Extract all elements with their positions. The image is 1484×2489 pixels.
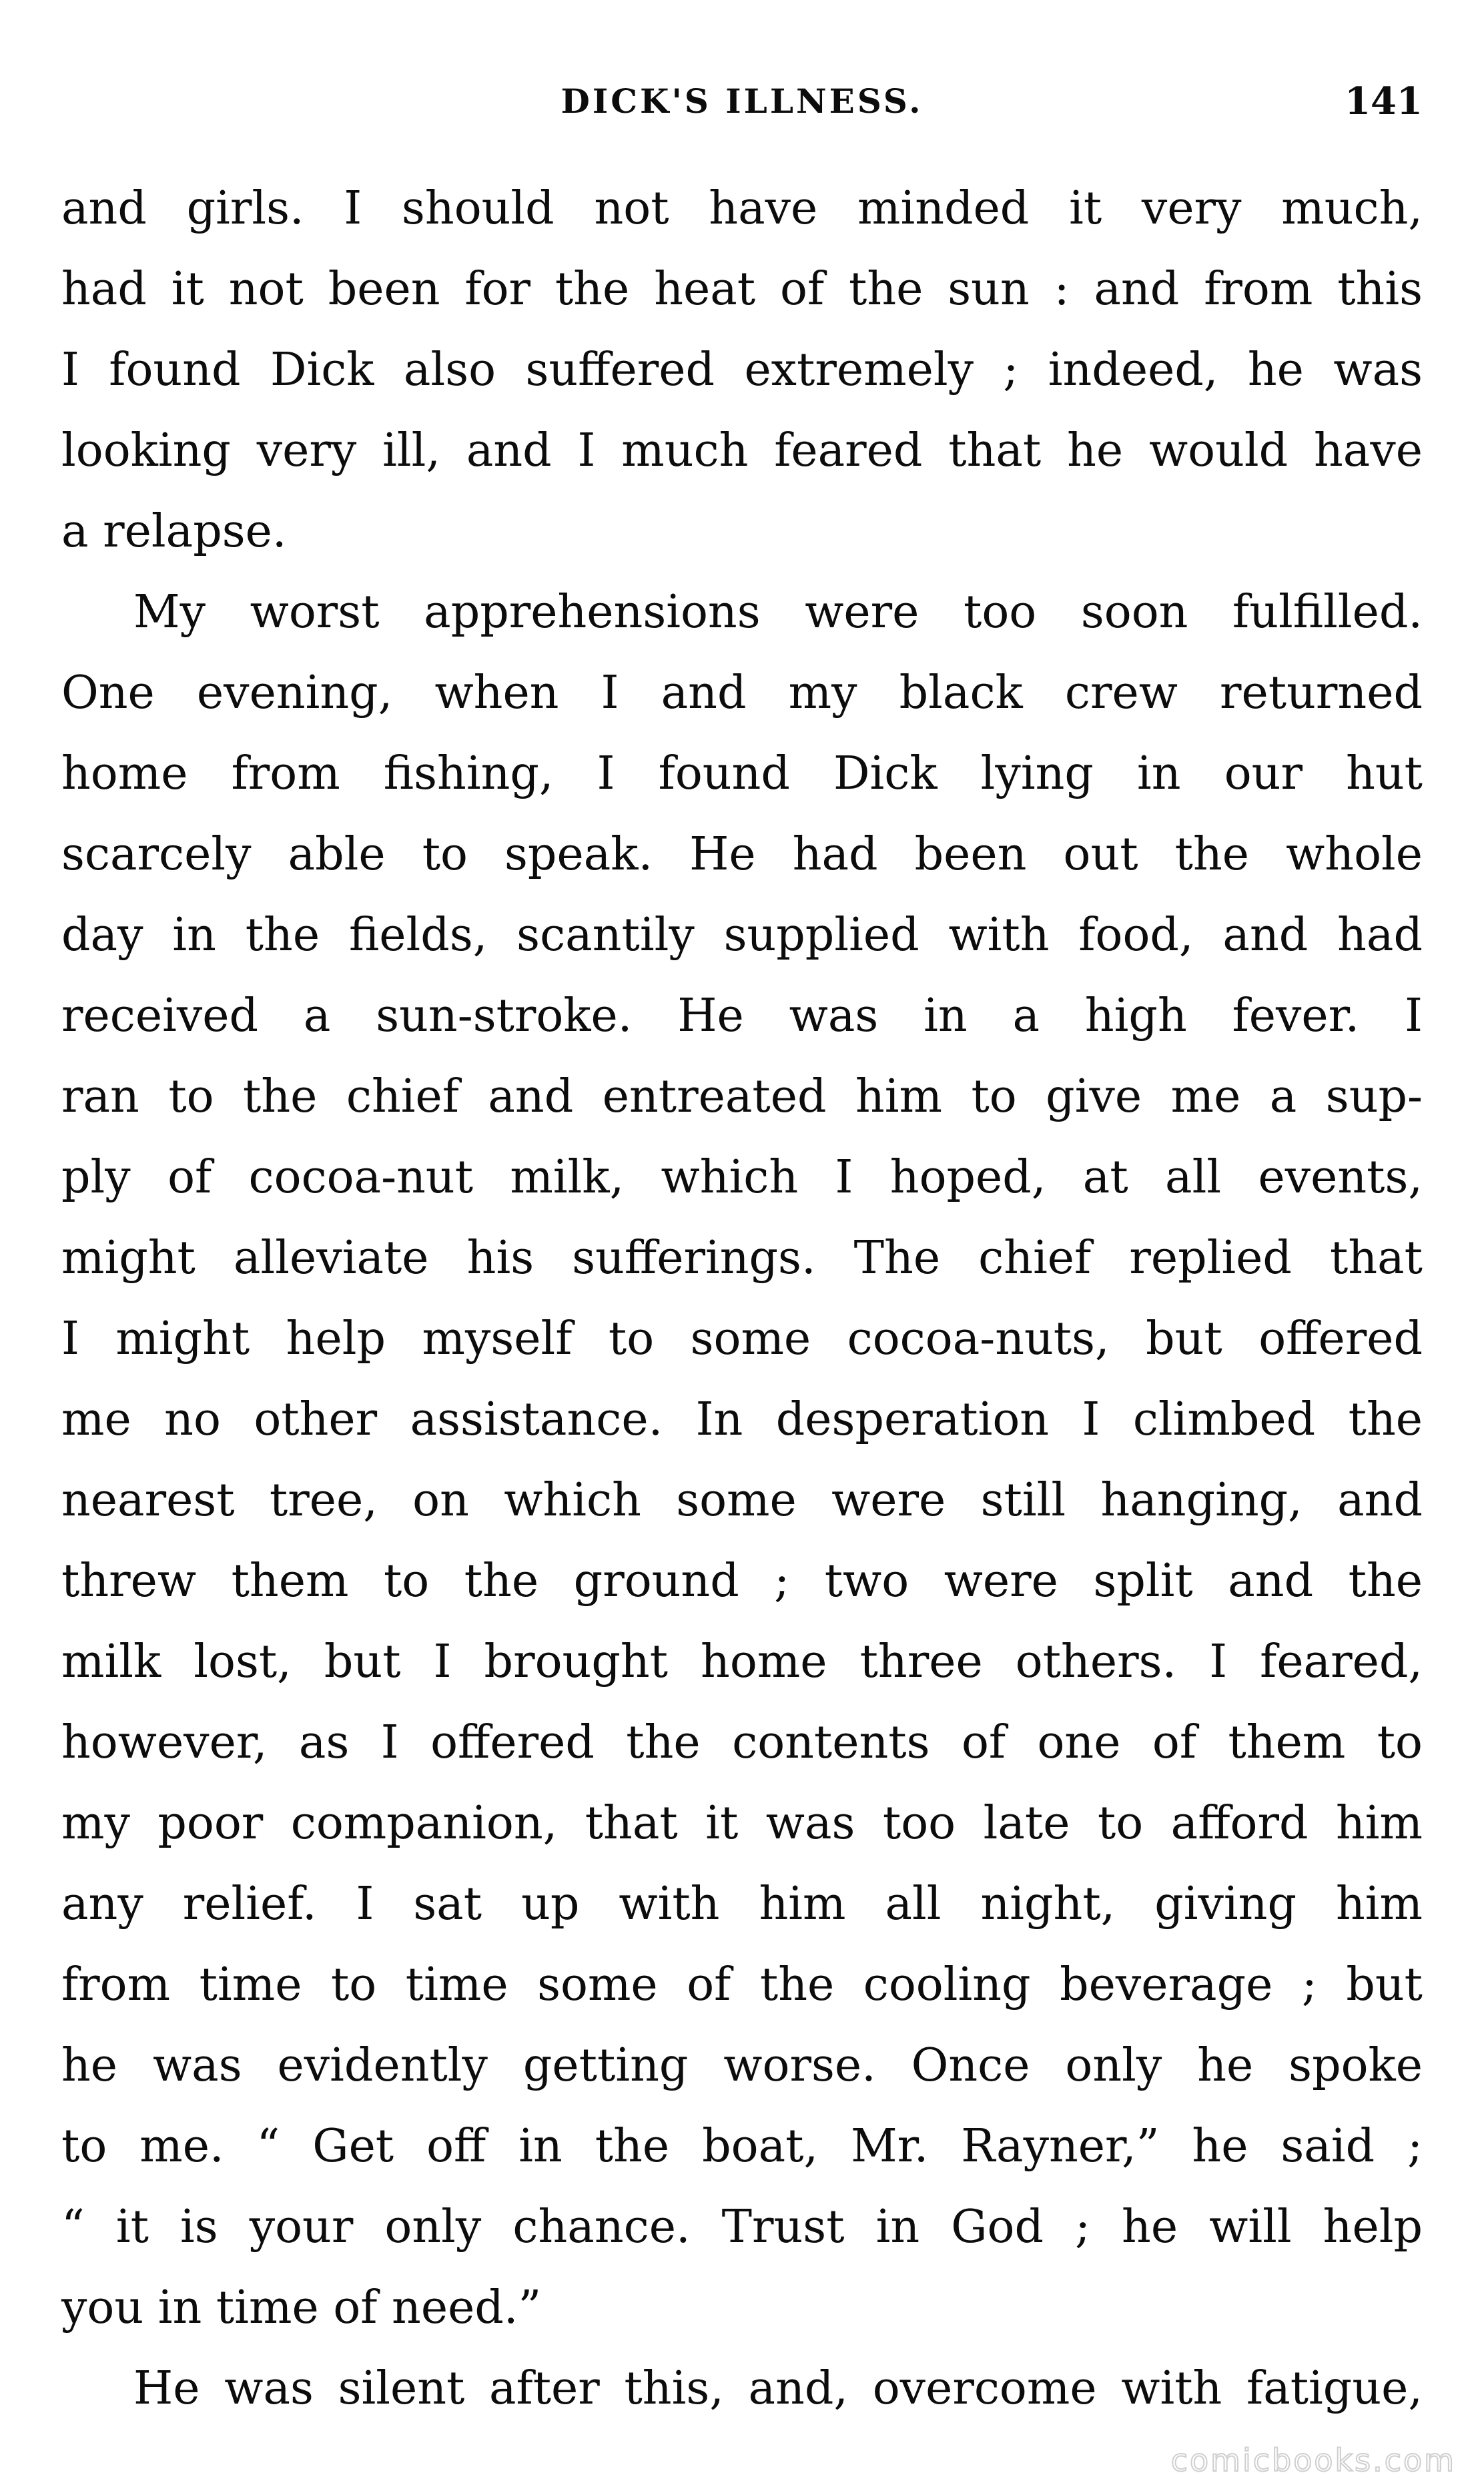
text-line: he was evidently getting worse. Once only he spoke	[61, 2039, 1423, 2092]
text-line: any relief. I sat up with him all night, giving him	[61, 1878, 1423, 1930]
text-line: threw them to the ground ; two were split and the	[61, 1555, 1423, 1608]
running-head	[61, 75, 1423, 128]
text-line: ran to the chief and entreated him to give me a sup-	[61, 1070, 1423, 1123]
text-line: and girls. I should not have minded it very much,	[61, 182, 1423, 235]
text-line: I might help myself to some cocoa-nuts, but offered	[61, 1313, 1423, 1365]
text-line: however, as I offered the contents of one of them to	[61, 1716, 1423, 1769]
page-number: 141	[1345, 79, 1423, 123]
text-line: received a sun-stroke. He was in a high fever. I	[61, 990, 1423, 1042]
text-line: My worst apprehensions were too soon fulfilled.	[133, 586, 1423, 639]
body-text	[61, 168, 1423, 2429]
text-line: day in the fields, scantily supplied with food, and had	[61, 909, 1423, 962]
text-line: had it not been for the heat of the sun : and from this	[61, 263, 1423, 316]
paragraph	[61, 168, 1423, 572]
paragraph	[61, 572, 1423, 2348]
running-title: DICK'S ILLNESS.	[561, 81, 923, 121]
text-line: “ it is your only chance. Trust in God ; he will help	[61, 2201, 1423, 2253]
text-line: looking very ill, and I much feared that he would have	[61, 424, 1423, 477]
text-line: I found Dick also suffered extremely ; indeed, he was	[61, 344, 1423, 396]
text-line: my poor companion, that it was too late to afford him	[61, 1797, 1423, 1850]
text-line: home from fishing, I found Dick lying in our hut	[61, 747, 1423, 800]
text-line: nearest tree, on which some were still hanging, and	[61, 1474, 1423, 1527]
text-line: to me. “ Get off in the boat, Mr. Rayner,” he said ;	[61, 2120, 1423, 2173]
text-line: One evening, when I and my black crew returned	[61, 667, 1423, 719]
text-line: might alleviate his sufferings. The chief replied that	[61, 1232, 1423, 1285]
text-line: me no other assistance. In desperation I climbed the	[61, 1393, 1423, 1446]
text-line: milk lost, but I brought home three others. I feared,	[61, 1636, 1423, 1688]
watermark: comicbooks.com	[1170, 2442, 1456, 2478]
text-line: a relapse.	[61, 505, 287, 558]
text-line: ply of cocoa-nut milk, which I hoped, at all events,	[61, 1151, 1423, 1204]
text-line: He was silent after this, and, overcome with fatigue,	[133, 2362, 1423, 2415]
text-line: you in time of need.”	[61, 2281, 542, 2334]
text-line: from time to time some of the cooling beverage ; but	[61, 1959, 1423, 2011]
paragraph	[61, 2348, 1423, 2429]
text-line: scarcely able to speak. He had been out the whole	[61, 828, 1423, 881]
